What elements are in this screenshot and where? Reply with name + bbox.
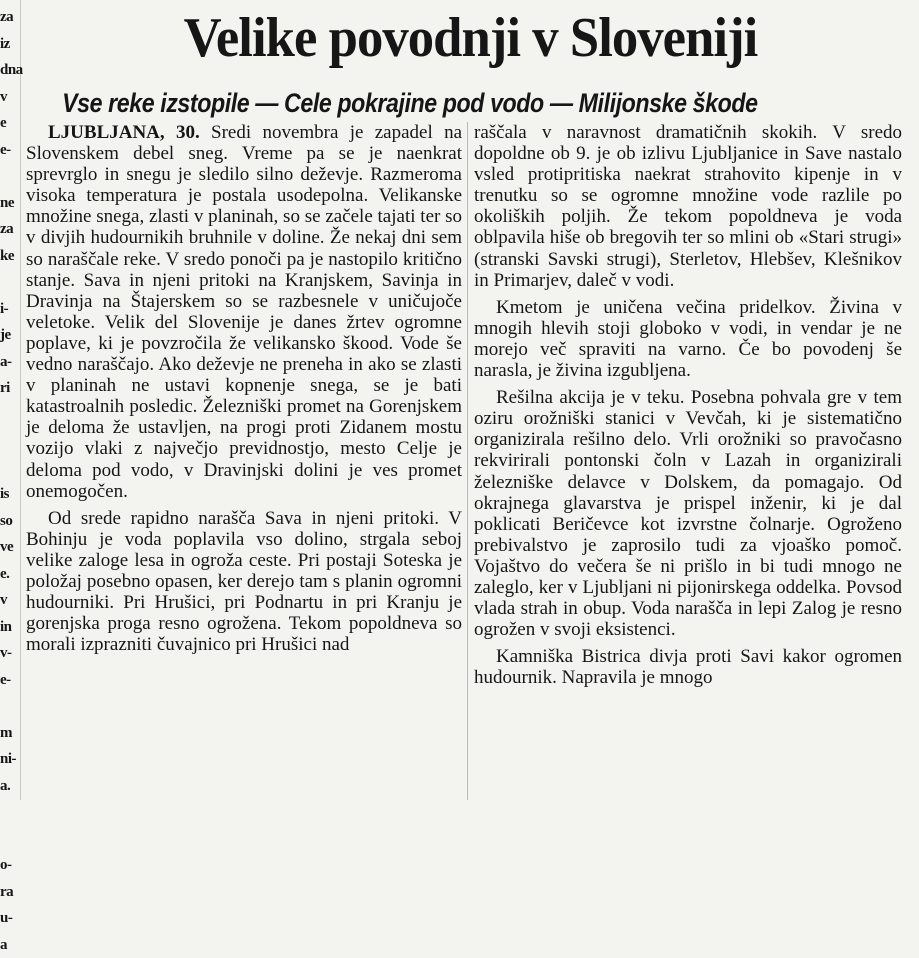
margin-fragment (0, 402, 20, 429)
margin-fragment: o- (0, 852, 20, 879)
margin-fragment: v (0, 84, 20, 111)
margin-fragment: je (0, 322, 20, 349)
margin-fragment (0, 428, 20, 455)
margin-fragment (0, 826, 20, 853)
margin-fragment: dna (0, 57, 20, 84)
margin-fragment (0, 799, 20, 826)
margin-fragment (0, 455, 20, 482)
margin-fragment: iz (0, 31, 20, 58)
margin-fragment (0, 693, 20, 720)
article-paragraph: Kamniška Bistrica divja proti Savi kakor ogromen hudournik. Napravila je mnogo (474, 646, 902, 688)
margin-fragment: za (0, 4, 20, 31)
column-divider (467, 122, 468, 800)
margin-fragment: ni- (0, 746, 20, 773)
paragraph-text: Sredi novembra je zapadel na Slovenskem debel sneg. Vreme pa se je naenkrat sprevrglo in snegu je sledilo silno deževje. Razmeroma visoka temperatura je postala usodepolna. Velikanske množine snega, zlasti v planinah, so se začele tajati ter so v divjih hudournikih bruhnile v doline. Že nekaj dni sem so naraščale reke. V sredo ponoči pa je nastopilo kritično stanje. Sava in njeni pritoki na Kranjskem, Savinja in Dravinja na Štajerskem so se razbesnele v uničujoče veletoke. Velik del Slovenije je danes žrtev ogromne poplave, ki je povzročila že velikansko škood. Vode še vedno naraščajo. Ako deževje ne preneha in ako se zlasti v planinah ne ustavi kopnenje snega, se je bati katastroalnih posledic. Železniški promet na Gorenjskem je deloma že ustavljen, na progi proti Zidanem mostu vozijo vlaki z največjo previdnostjo, mesto Celje je deloma pod vodo, v Dravinjski dolini je ves promet onemogočen. (26, 122, 462, 502)
article-paragraph: raščala v naravnost dramatičnih skokih. V sredo dopoldne ob 9. je ob izlivu Ljubljanice in Save nastalo vsled protipritiska naekrat strahovito kipenje in v trenutku so se ogromne množine vode razlile po okoliških poljih. Že tekom popoldneva je voda oblpavila hiše ob bregovih ter so mlini ob «Stari strugi» (stranski Savski strugi), Sterletov, Hlebšev, Klešnikov in Primarjev, daleč v vodi. (474, 122, 902, 291)
article-paragraph: Kmetom je uničena večina pridelkov. Živina v mnogih hlevih stoji globoko v vodi, in vendar je ne morejo več spraviti na varno. Če bo povodenj še narasla, je živina izgubljena. (474, 297, 902, 381)
margin-fragment: in (0, 614, 20, 641)
margin-fragment: so (0, 508, 20, 535)
margin-fragment: u- (0, 905, 20, 932)
article-paragraph (26, 122, 462, 502)
margin-fragment: ve (0, 534, 20, 561)
dateline: LJUBLJANA, 30. (48, 122, 200, 143)
margin-fragment: a (0, 932, 20, 958)
margin-fragment: ne (0, 190, 20, 217)
margin-fragment: e- (0, 137, 20, 164)
margin-fragment: za (0, 216, 20, 243)
margin-fragment: e. (0, 561, 20, 588)
margin-fragment: ri (0, 375, 20, 402)
subheadline: Vse reke izstopile — Cele pokrajine pod vodo — Milijonske škode (28, 86, 792, 120)
adjacent-column-fragments (0, 0, 21, 800)
margin-fragment (0, 163, 20, 190)
article-column-left (26, 122, 462, 655)
paragraph-text: Od srede rapidno narašča Sava in njeni pritoki. V Bohinju je voda poplavila vso dolino, strgala seboj velike zaloge lesa in ogroža ceste. Pri postaji Soteska je položaj posebno opasen, ker derejo tam s planin ogromni hudourniki. Pri Hrušici, pri Podnartu in pri Kranju je gorenjska proga resno ogrožena. Tekom popoldneva so morali izprazniti čuvajnico pri Hrušici nad (26, 508, 462, 656)
margin-fragment: i- (0, 296, 20, 323)
margin-fragment (0, 269, 20, 296)
margin-fragment: a- (0, 349, 20, 376)
margin-fragment: ke (0, 243, 20, 270)
margin-fragment: is (0, 481, 20, 508)
headline: Velike povodnji v Sloveniji (49, 6, 892, 70)
margin-fragment: e (0, 110, 20, 137)
article-paragraph (26, 508, 462, 656)
margin-fragment: e- (0, 667, 20, 694)
article-column-right (474, 122, 902, 688)
margin-fragment: a. (0, 773, 20, 800)
margin-fragment: v- (0, 640, 20, 667)
margin-fragment: m (0, 720, 20, 747)
margin-fragment: ra (0, 879, 20, 906)
margin-fragment: v (0, 587, 20, 614)
article-paragraph: Rešilna akcija je v teku. Posebna pohvala gre v tem oziru orožniški stanici v Vevčah, ki je sistematično organizirala rešilno delo. Vrli orožniki so pravočasno rekvirirali pontonski čoln v Lazah in organizirali železniške delavce v Dolskem, da pomagajo. Od okrajnega glavarstva je prispel inženir, ki je dal poklicati Beričevce kot izvrstne čolnarje. Ogroženo prebivalstvo je zaprosilo tudi za vjoaško pomoč. Vojaštvo do večera še ni prišlo in bi tudi mnogo ne zaleglo, ker v Ljubljani ni pijonirskega oddelka. Povsod vlada strah in obup. Voda narašča in lepi Zalog je resno ogrožen v svoji eksistenci. (474, 387, 902, 640)
